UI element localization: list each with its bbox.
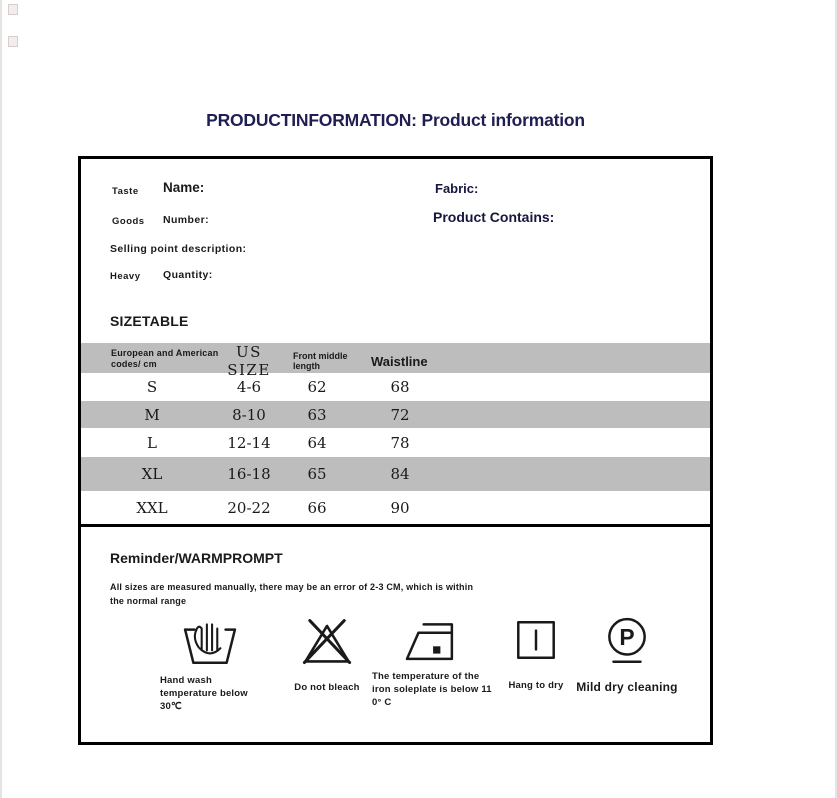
fabric-label: Fabric: bbox=[435, 181, 479, 196]
size-table-title: SIZETABLE bbox=[110, 313, 189, 329]
svg-text:P: P bbox=[619, 624, 635, 651]
size-row-s bbox=[81, 373, 710, 401]
waistline-value: 84 bbox=[390, 465, 410, 483]
screenshot-left-edge bbox=[0, 0, 2, 798]
size-code: XL bbox=[141, 465, 163, 483]
waistline-value: 78 bbox=[390, 433, 410, 452]
size-code: XXL bbox=[136, 498, 168, 517]
hand-wash-icon bbox=[183, 615, 237, 667]
heavy-label: Heavy bbox=[110, 271, 141, 282]
care-item-hang-to-dry bbox=[504, 615, 568, 692]
care-item-iron-low bbox=[368, 615, 494, 709]
waistline-value: 90 bbox=[390, 498, 410, 517]
care-item-mild-dry-clean bbox=[572, 615, 682, 694]
goods-label: Goods bbox=[112, 216, 145, 227]
product-contains-label: Product Contains: bbox=[433, 209, 555, 225]
care-label: The temperature of the iron soleplate is below 11 0° C bbox=[372, 671, 492, 708]
us-size-value: 12-14 bbox=[227, 433, 271, 452]
care-item-do-not-bleach bbox=[283, 615, 371, 694]
us-size-value: 4-6 bbox=[236, 378, 262, 396]
image-placeholder-mark bbox=[8, 36, 18, 47]
section-divider bbox=[81, 524, 710, 527]
do-not-bleach-icon bbox=[299, 615, 355, 667]
size-row-xxl bbox=[81, 491, 710, 524]
header-waistline: Waistline bbox=[371, 353, 428, 369]
size-table bbox=[81, 343, 710, 524]
care-label: Hand wash temperature below 30℃ bbox=[160, 675, 248, 712]
waistline-value: 68 bbox=[390, 378, 410, 396]
dry-clean-gentle-icon bbox=[600, 615, 654, 669]
hang-to-dry-icon bbox=[511, 615, 561, 665]
front-length-value: 66 bbox=[307, 498, 327, 517]
us-size-value: 20-22 bbox=[227, 498, 271, 517]
header-codes: European and American codes/ cm bbox=[111, 348, 219, 369]
size-code: S bbox=[146, 378, 158, 396]
care-label: Do not bleach bbox=[294, 682, 360, 693]
size-row-l bbox=[81, 428, 710, 457]
size-code: L bbox=[147, 433, 157, 452]
size-code: M bbox=[144, 405, 160, 424]
name-label: Name: bbox=[163, 180, 205, 195]
taste-label: Taste bbox=[112, 186, 139, 197]
front-length-value: 63 bbox=[307, 405, 327, 424]
waistline-value: 72 bbox=[390, 405, 410, 424]
size-row-xl bbox=[81, 457, 710, 491]
iron-low-temp-icon bbox=[403, 615, 459, 663]
front-length-value: 65 bbox=[307, 465, 327, 483]
selling-point-label: Selling point description: bbox=[110, 243, 247, 255]
header-us-size: US SIZE bbox=[227, 343, 271, 379]
product-info-box bbox=[78, 156, 713, 745]
us-size-value: 16-18 bbox=[227, 465, 271, 483]
care-label: Mild dry cleaning bbox=[576, 680, 678, 694]
page-title: PRODUCTINFORMATION: Product information bbox=[206, 110, 585, 130]
reminder-note: All sizes are measured manually, there may be an error of 2-3 CM, which is within the normal range bbox=[110, 582, 474, 606]
size-table-header-row bbox=[81, 343, 710, 379]
us-size-value: 8-10 bbox=[232, 405, 266, 424]
image-placeholder-mark bbox=[8, 4, 18, 15]
reminder-title: Reminder/WARMPROMPT bbox=[110, 550, 283, 566]
header-front-middle-length: Front middle length bbox=[293, 350, 348, 371]
quantity-label: Quantity: bbox=[163, 269, 213, 281]
front-length-value: 64 bbox=[307, 433, 327, 452]
size-row-m bbox=[81, 401, 710, 428]
number-label: Number: bbox=[163, 214, 209, 226]
front-length-value: 62 bbox=[307, 378, 327, 396]
care-item-hand-wash bbox=[160, 615, 260, 713]
care-label: Hang to dry bbox=[508, 680, 564, 691]
